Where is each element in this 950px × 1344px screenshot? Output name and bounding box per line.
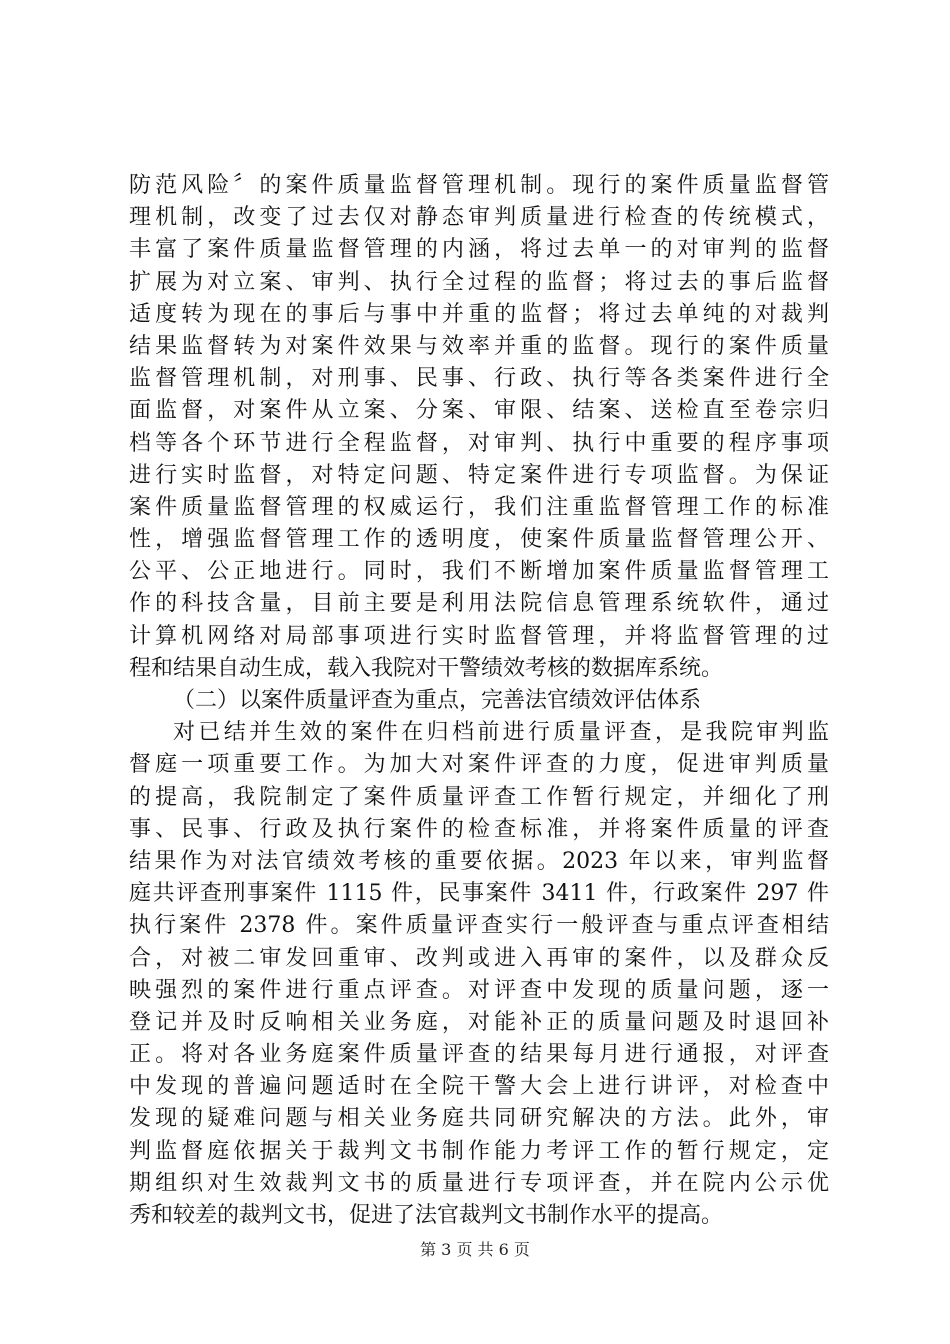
text-line: 丰富了案件质量监督管理的内涵，将过去单一的对审判的监督: [129, 237, 829, 263]
text-line: 执行案件 2378 件。案件质量评查实行一般评查与重点评查相结: [129, 913, 829, 939]
text-line: 合，对被二审发回重审、改判或进入再审的案件，以及群众反: [129, 945, 829, 971]
text-line: 结果作为对法官绩效考核的重要依据。2023 年以来，审判监督: [129, 848, 829, 874]
text-line: 面监督，对案件从立案、分案、审限、结案、送检直至卷宗归: [129, 398, 829, 424]
text-line: 判监督庭依据关于裁判文书制作能力考评工作的暂行规定，定: [129, 1138, 829, 1164]
text-line: 结果监督转为对案件效果与效率并重的监督。现行的案件质量: [129, 333, 829, 359]
text-line: 理机制，改变了过去仅对静态审判质量进行检查的传统模式，: [129, 205, 829, 231]
text-line: 庭共评查刑事案件 1115 件，民事案件 3411 件，行政案件 297 件: [129, 881, 829, 907]
text-line: 正。将对各业务庭案件质量评查的结果每月进行通报，对评查: [129, 1042, 829, 1068]
text-line: 公平、公正地进行。同时，我们不断增加案件质量监督管理工: [129, 559, 829, 585]
text-line: 事、民事、行政及执行案件的检查标准，并将案件质量的评查: [129, 816, 829, 842]
text-line: 秀和较差的裁判文书，促进了法官裁判文书制作水平的提高。: [129, 1203, 724, 1228]
text-line: 督庭一项重要工作。为加大对案件评查的力度，促进审判质量: [129, 752, 829, 778]
text-line: 作的科技含量，目前主要是利用法院信息管理系统软件，通过: [129, 591, 829, 617]
text-line: 适度转为现在的事后与事中并重的监督；将过去单纯的对裁判: [129, 301, 829, 327]
text-line: 进行实时监督，对特定问题、特定案件进行专项监督。为保证: [129, 462, 829, 488]
text-line: 的提高，我院制定了案件质量评查工作暂行规定，并细化了刑: [129, 784, 829, 810]
text-line: 发现的疑难问题与相关业务庭共同研究解决的方法。此外，审: [129, 1106, 829, 1132]
text-line: 性，增强监督管理工作的透明度，使案件质量监督管理公开、: [129, 527, 829, 553]
text-line: 期组织对生效裁判文书的质量进行专项评查，并在院内公示优: [129, 1170, 829, 1196]
text-line: 程和结果自动生成，载入我院对干警绩效考核的数据库系统。: [129, 655, 724, 681]
text-line: 对已结并生效的案件在归档前进行质量评查，是我院审判监: [173, 720, 829, 746]
text-line: 防范风险〞的案件质量监督管理机制。现行的案件质量监督管: [129, 173, 829, 198]
text-line: 档等各个环节进行全程监督，对审判、执行中重要的程序事项: [129, 430, 829, 456]
text-line: 扩展为对立案、审判、执行全过程的监督；将过去的事后监督: [129, 269, 829, 295]
page-footer: 第 3 页 共 6 页: [420, 1240, 530, 1259]
text-line: 案件质量监督管理的权威运行，我们注重监督管理工作的标准: [129, 494, 829, 520]
section-heading: （二）以案件质量评查为重点，完善法官绩效评估体系: [173, 688, 702, 713]
text-line: 登记并及时反响相关业务庭，对能补正的质量问题及时退回补: [129, 1009, 829, 1035]
text-line: 计算机网络对局部事项进行实时监督管理，并将监督管理的过: [129, 623, 829, 649]
text-line: 监督管理机制，对刑事、民事、行政、执行等各类案件进行全: [129, 366, 829, 392]
text-line: 映强烈的案件进行重点评查。对评查中发现的质量问题，逐一: [129, 977, 829, 1003]
body-text: [129, 170, 829, 1232]
text-line: 中发现的普遍问题适时在全院干警大会上进行讲评，对检查中: [129, 1074, 829, 1100]
